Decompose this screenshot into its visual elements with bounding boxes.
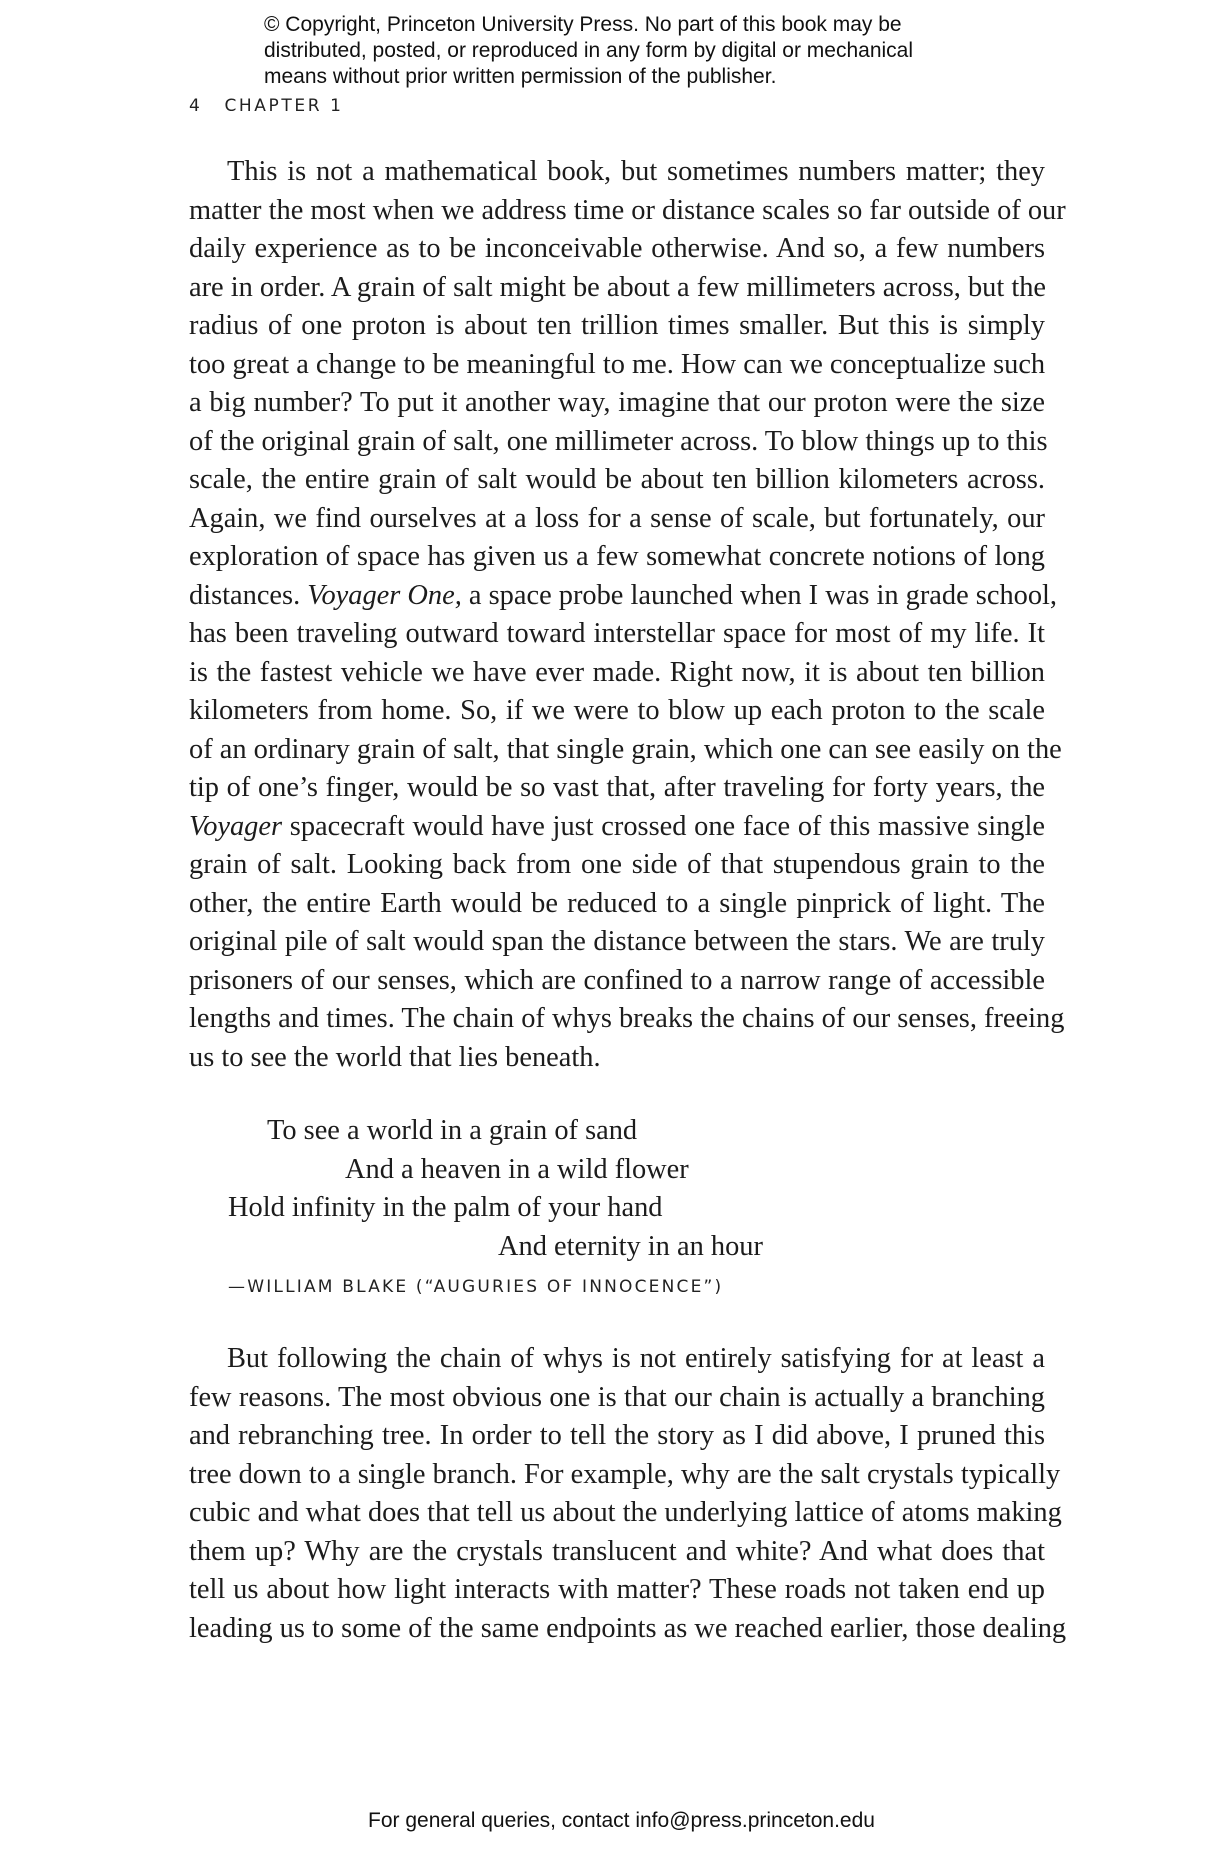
italic-title: Voyager One, bbox=[307, 579, 462, 611]
text-line: too great a change to be meaningful to me. How can we conceptualize such bbox=[189, 348, 1046, 380]
paragraph-1 bbox=[189, 153, 1066, 1077]
text-line: prisoners of our senses, which are confined to a narrow range of accessible bbox=[189, 964, 1045, 996]
text-line: exploration of space has given us a few somewhat concrete notions of long bbox=[189, 541, 1045, 572]
text-line: tip of one’s finger, would be so vast that, after traveling for forty years, the bbox=[189, 772, 1045, 803]
text-line: grain of salt. Looking back from one side of that stupendous grain to the bbox=[189, 849, 1045, 880]
text-line: and rebranching tree. In order to tell the story as I did above, I pruned this bbox=[189, 1420, 1045, 1451]
copyright-line: © Copyright, Princeton University Press. No part of this book may be bbox=[264, 13, 902, 36]
text-line: Again, we find ourselves at a loss for a sense of scale, but fortunately, our bbox=[189, 502, 1045, 534]
text-line: of an ordinary grain of salt, that single grain, which one can see easily on the bbox=[189, 733, 1062, 765]
copyright-line: means without prior written permission of the publisher. bbox=[264, 65, 777, 88]
text-line: distances. Voyager One, a space probe launched when I was in grade school, bbox=[189, 579, 1058, 611]
poem-line: To see a world in a grain of sand bbox=[267, 1115, 638, 1146]
poem-attribution: —WILLIAM BLAKE (“AUGURIES OF INNOCENCE”) bbox=[228, 1277, 724, 1297]
copyright-notice bbox=[264, 12, 1004, 90]
copyright-line: distributed, posted, or reproduced in any form by digital or mechanical bbox=[264, 39, 914, 62]
text-line: few reasons. The most obvious one is that our chain is actually a branching bbox=[189, 1381, 1045, 1413]
footer-text: For general queries, contact info@press.princeton.edu bbox=[368, 1809, 875, 1832]
footer-contact bbox=[0, 1809, 1225, 1833]
text-line: lengths and times. The chain of whys breaks the chains of our senses, freeing bbox=[189, 1003, 1065, 1034]
paragraph-2 bbox=[189, 1340, 1067, 1648]
text-line: of the original grain of salt, one millimeter across. To blow things up to this bbox=[189, 425, 1048, 457]
text-line: daily experience as to be inconceivable otherwise. And so, a few numbers bbox=[189, 233, 1045, 264]
text-line: kilometers from home. So, if we were to blow up each proton to the scale bbox=[189, 695, 1045, 726]
chapter-label: CHAPTER 1 bbox=[224, 96, 344, 116]
page-number: 4 bbox=[189, 96, 203, 116]
text-line: radius of one proton is about ten trillion times smaller. But this is simply bbox=[189, 310, 1045, 341]
text-line: matter the most when we address time or distance scales so far outside of our bbox=[189, 194, 1066, 226]
text-line: are in order. A grain of salt might be about a few millimeters across, but the bbox=[189, 271, 1047, 303]
text-line: But following the chain of whys is not entirely satisfying for at least a bbox=[227, 1343, 1045, 1374]
text-line: them up? Why are the crystals translucent and white? And what does that bbox=[189, 1535, 1045, 1567]
text-line: a big number? To put it another way, imagine that our proton were the size bbox=[189, 387, 1045, 418]
text-line: us to see the world that lies beneath. bbox=[189, 1041, 601, 1073]
text-line: has been traveling outward toward interstellar space for most of my life. It bbox=[189, 618, 1045, 649]
poem-line: And a heaven in a wild flower bbox=[345, 1153, 689, 1185]
text-line: other, the entire Earth would be reduced to a single pinprick of light. The bbox=[189, 887, 1045, 919]
running-head bbox=[189, 96, 344, 116]
italic-title: Voyager bbox=[189, 810, 283, 842]
text-line: cubic and what does that tell us about the underlying lattice of atoms making bbox=[189, 1497, 1062, 1528]
text-line: tree down to a single branch. For example, why are the salt crystals typically bbox=[189, 1458, 1061, 1490]
text-line: Voyager spacecraft would have just crossed one face of this massive single bbox=[189, 810, 1045, 842]
text-line: tell us about how light interacts with matter? These roads not taken end up bbox=[189, 1574, 1045, 1605]
poem-line: And eternity in an hour bbox=[498, 1230, 763, 1262]
text-line: This is not a mathematical book, but sometimes numbers matter; they bbox=[227, 156, 1045, 187]
text-line: scale, the entire grain of salt would be about ten billion kilometers across. bbox=[189, 464, 1045, 495]
text-line: original pile of salt would span the distance between the stars. We are truly bbox=[189, 926, 1045, 957]
poem-line: Hold infinity in the palm of your hand bbox=[228, 1192, 663, 1223]
text-line: is the fastest vehicle we have ever made. Right now, it is about ten billion bbox=[189, 656, 1045, 688]
text-line: leading us to some of the same endpoints as we reached earlier, those dealing bbox=[189, 1612, 1067, 1644]
